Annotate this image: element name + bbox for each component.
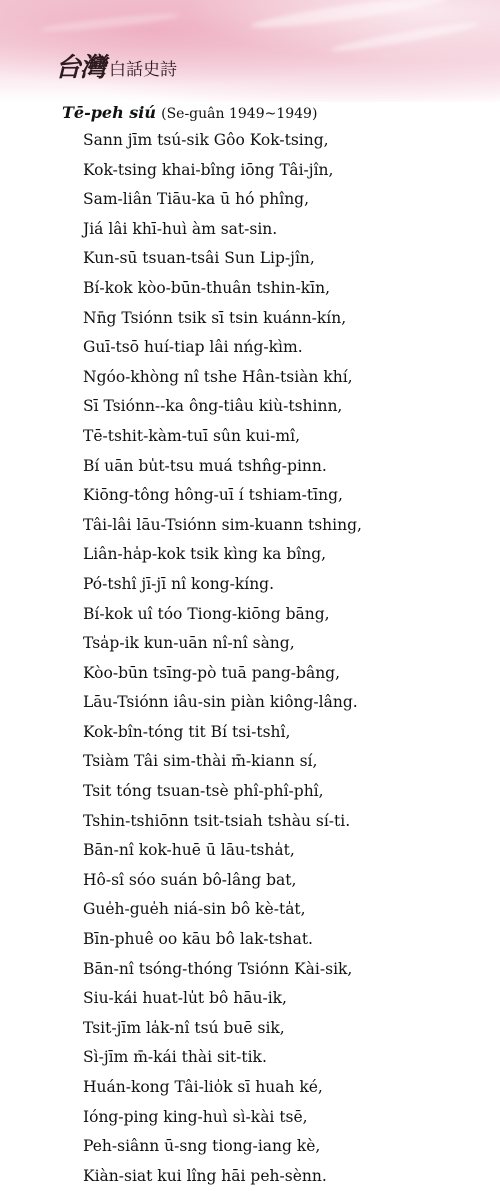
- poem-subtitle: (Se-guân 1949~1949): [161, 106, 318, 122]
- site-logo: [55, 55, 177, 81]
- logo-calligraphy: 台灣: [55, 53, 106, 83]
- banner-decoration: [250, 0, 450, 33]
- poem-line: Sann jīm tsú-sik Gôo Kok-tsing,: [83, 131, 329, 149]
- poem-line: Ngóo-khòng nî tshe Hân-tsiàn khí,: [83, 367, 353, 386]
- poem-line: Bí-kok uî tóo Tiong-kiōng bāng,: [83, 604, 330, 623]
- poem-line: Tsit tóng tsuan-tsè phî-phî-phî,: [83, 782, 324, 801]
- logo-text: 白話史詩: [109, 60, 178, 80]
- poem-line: Bí uān bu̍t-tsu muá tshn̂g-pinn.: [83, 456, 327, 475]
- poem-line: Liân-ha̍p-kok tsik kìng ka bîng,: [83, 545, 327, 564]
- poem-line: Guī-tsō huí-tiap lâi nńg-kìm.: [83, 338, 303, 357]
- poem-line: Huán-kong Tâi-lio̍k sī huah ké,: [83, 1078, 323, 1096]
- poem-line: Bí-kok kòo-būn-thuân tshin-kīn,: [83, 278, 330, 297]
- poem-line: Tē-tshit-kàm-tuī sûn kui-mî,: [83, 426, 300, 445]
- poem-line: Tsit-jīm la̍k-nî tsú buē sik,: [83, 1018, 285, 1037]
- poem-title-line: [62, 102, 317, 125]
- poem-line: Pó-tshî jī-jī nî kong-kíng.: [83, 574, 275, 593]
- poem-line: Sì-jīm m̄-kái thài sit-tik.: [83, 1048, 267, 1067]
- poem-line: Tsiàm Tâi sim-thài m̄-kiann sí,: [83, 752, 318, 771]
- poem-line: Gue̍h-gue̍h niá-sin bô kè-ta̍t,: [83, 900, 306, 919]
- poem-line: Kun-sū tsuan-tsâi Sun Lip-jîn,: [83, 249, 315, 268]
- poem-line: Sam-liân Tiāu-ka ū hó phîng,: [83, 190, 310, 209]
- poem-line: Bān-nî tsóng-thóng Tsiónn Kài-sik,: [83, 959, 353, 978]
- poem-title: Tē-peh siú: [62, 103, 157, 122]
- poem-body: [83, 126, 362, 1191]
- poem-line: Sī Tsiónn--ka ông-tiâu kiù-tshinn,: [83, 397, 343, 416]
- poem-line: Kok-bîn-tóng tit Bí tsi-tshî,: [83, 722, 291, 741]
- poem-line: Peh-siânn ū-sng tiong-iang kè,: [83, 1137, 321, 1156]
- poem-line: Tshin-tshiōnn tsit-tsiah tshàu sí-ti.: [83, 811, 351, 830]
- poem-line: Bān-nî kok-huē ū lāu-tsha̍t,: [83, 841, 295, 860]
- banner-decoration: [40, 11, 180, 35]
- poem-line: Ióng-ping king-huì sì-kài tsē,: [83, 1107, 308, 1126]
- header-banner: [0, 0, 500, 102]
- poem-line: Tâi-lâi lāu-Tsiónn sim-kuann tshing,: [83, 515, 362, 534]
- poem-line: Nn̄g Tsiónn tsik sī tsin kuánn-kín,: [83, 308, 347, 327]
- poem-line: Bīn-phuê oo kāu bô lak-tshat.: [83, 930, 313, 949]
- poem-line: Hô-sî sóo suán bô-lâng bat,: [83, 870, 297, 889]
- poem-line: Tsa̍p-ik kun-uān nî-nî sàng,: [83, 634, 295, 653]
- poem-line: Kiōng-tông hông-uī í tshiam-tīng,: [83, 486, 343, 505]
- poem-line: Kok-tsing khai-bîng iōng Tâi-jîn,: [83, 160, 334, 179]
- poem-line: Lāu-Tsiónn iâu-sin piàn kiông-lâng.: [83, 693, 358, 712]
- poem-line: Siu-kái huat-lu̍t bô hāu-ik,: [83, 989, 287, 1008]
- poem-line: Kiàn-siat kui lîng hāi peh-sènn.: [83, 1166, 327, 1185]
- banner-decoration: [330, 19, 479, 55]
- poem-line: Kòo-būn tsīng-pò tuā pang-bâng,: [83, 663, 341, 682]
- poem-line: Jiá lâi khī-huì àm sat-sin.: [83, 219, 278, 238]
